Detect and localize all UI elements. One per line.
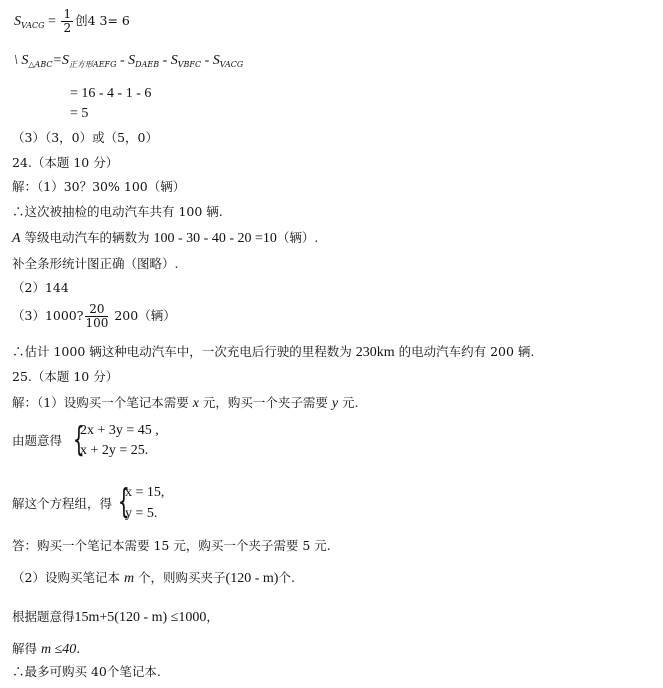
system-eq1: 2x + 3y = 45 , (80, 423, 159, 438)
left-brace-icon: { (117, 482, 130, 522)
equation-result: = 5 (70, 106, 89, 121)
solution-24-part1: 解：（1）30？30% 100（辆） (12, 179, 186, 194)
equation-area-difference: \ $S_{\triangle ABC}=S_{正方形AEFG} - S_{DAEB} - S_{VBFC} - S_{VACG}$ (14, 53, 244, 69)
question-24-header: 24.（本题 10 分） (12, 155, 119, 170)
equation-calc: = 16 - 4 - 1 - 6 (70, 86, 152, 101)
solution-x: x = 15, (125, 485, 165, 500)
final-conclusion: ∴最多可购买 40个笔记本. (12, 664, 161, 679)
chart-note: 补全条形统计图正确（图略）. (12, 256, 179, 271)
estimate-conclusion: ∴估计 1000 辆这种电动汽车中，一次充电后行驶的里程数为 230km 的电动汽车约有 200 辆. (12, 344, 535, 360)
solution-24-part2: （2）144 (12, 280, 69, 295)
answer-25-part1: 答：购买一个笔记本需要 15 元，购买一个夹子需要 5 元. (12, 538, 331, 553)
solution-y: y = 5. (125, 506, 158, 521)
fraction-20-100: $\frac{20}{100}$ (85, 302, 109, 330)
solution-24-part3: （3）1000? $\frac{20}{100}$ 200（辆） (12, 302, 176, 330)
fraction-half: $\frac{1}{2}$ (63, 7, 72, 35)
inequality-solution: 解得 m ≤40. (12, 641, 81, 657)
solution-25-part2: （2）设购买笔记本 m 个，则购买夹子(120 - m)个. (12, 570, 295, 586)
inequality: 根据题意得15m+5(120 - m) ≤1000， (12, 609, 219, 625)
answer-part3: （3）（3，0）或（5，0） (12, 130, 159, 145)
question-25-header: 25.（本题 10 分） (12, 369, 119, 384)
solution-25-part1: 解：（1）设购买一个笔记本需要 x 元，购买一个夹子需要 y 元. (12, 395, 359, 411)
grade-a-count: A 等级电动汽车的辆数为 100 - 30 - 40 - 20 =10（辆）. (12, 230, 319, 246)
solve-label: 解这个方程组，得 (12, 496, 113, 511)
conclusion-total: ∴这次被抽检的电动汽车共有 100 辆. (12, 204, 223, 219)
system-label: 由题意得 (12, 433, 63, 448)
system-eq2: x + 2y = 25. (80, 443, 149, 458)
equation-svacg: $S_{VACG}$ = $\frac{1}{2}$ 创4 3= 6 (14, 7, 130, 35)
left-brace-icon: { (72, 420, 85, 460)
